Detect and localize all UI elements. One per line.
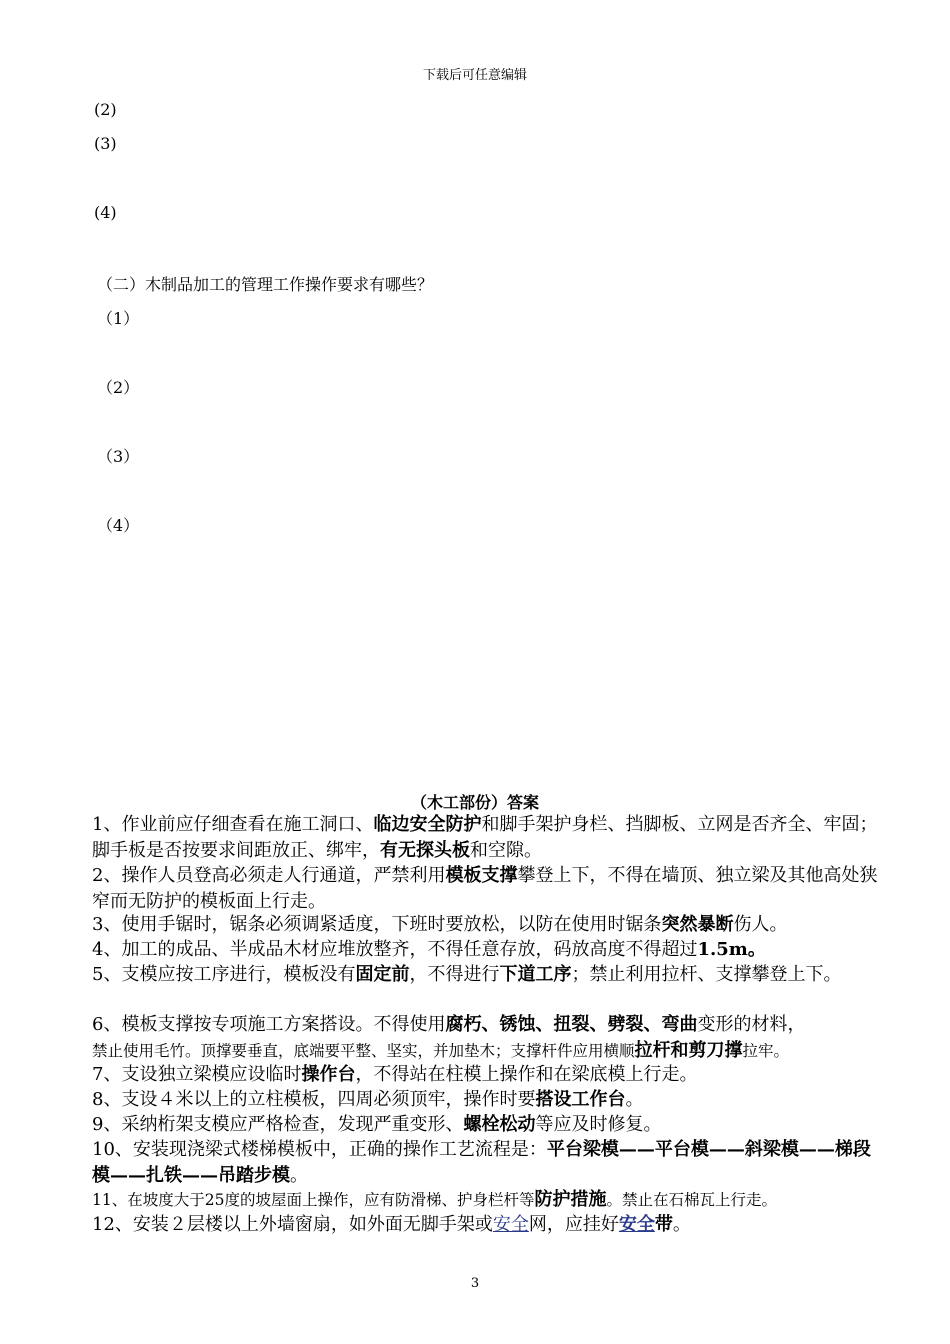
answer-5: 5、支模应按工序进行，模板没有固定前，不得进行下道工序；禁止利用拉杆、支撑攀登上下。 [92,964,842,985]
answer-7: 7、支设独立梁模应设临时操作台，不得站在柱模上操作和在梁底模上行走。 [92,1064,698,1085]
safety-link-2[interactable]: 安全 [618,1214,655,1235]
section-2-question: （二）木制品加工的管理工作操作要求有哪些？ [97,275,434,294]
section-2-item-3: （3） [97,447,140,466]
section-2-item-2: （2） [97,378,140,397]
section-2-item-4: （4） [97,516,140,535]
answer-10: 10、安装现浇梁式楼梯模板中，正确的操作工艺流程是：平台梁模——平台模——斜梁模——梯段模——扎铁——吊踏步模。 [92,1139,871,1186]
answer-3: 3、使用手锯时，锯条必须调紧适度，下班时要放松，以防在使用时锯条突然暴断伤人。 [92,914,788,935]
safety-link-1[interactable]: 安全 [492,1214,529,1235]
answer-2: 2、操作人员登高必须走人行通道，严禁利用模板支撑攀登上下，不得在墙顶、独立梁及其他高处狭窄而无防护的模板面上行走。 [92,865,878,912]
question-item-3: (3) [94,134,117,153]
page-number: 3 [470,1276,480,1291]
answer-4: 4、加工的成品、半成品木材应堆放整齐，不得任意存放，码放高度不得超过1.5m。 [92,939,766,960]
answer-title: （木工部份）答案 [410,793,539,812]
question-item-2: (2) [94,100,117,119]
page-header: 下载后可任意编辑 [422,68,527,83]
answer-8: 8、支设４米以上的立柱模板，四周必须顶牢，操作时要搭设工作台。 [92,1089,644,1110]
answer-11: 11、在坡度大于25度的坡屋面上操作，应有防滑梯、护身栏杆等防护措施。禁止在石棉瓦上行走。 [92,1189,777,1210]
question-item-4: (4) [94,203,117,222]
answer-12: 12、安装２层楼以上外墙窗扇，如外面无脚手架或安全网，应挂好安全带。 [92,1214,691,1235]
section-2-item-1: （1） [97,309,140,328]
answer-6: 6、模板支撑按专项施工方案搭设。不得使用腐朽、锈蚀、扭裂、劈裂、弯曲变形的材料， 禁止使用毛竹。顶撑要垂直，底端要平整、坚实，并加垫木；支撑杆件应用横顺拉杆和剪刀撑拉牢。 [92,1014,806,1061]
answer-9: 9、采纳桁架支模应严格检查，发现严重变形、螺栓松动等应及时修复。 [92,1114,662,1135]
answer-1: 1、作业前应仔细查看在施工洞口、临边安全防护和脚手架护身栏、挡脚板、立网是否齐全、牢固；脚手板是否按要求间距放正、绑牢，有无探头板和空隙。 [92,814,878,861]
